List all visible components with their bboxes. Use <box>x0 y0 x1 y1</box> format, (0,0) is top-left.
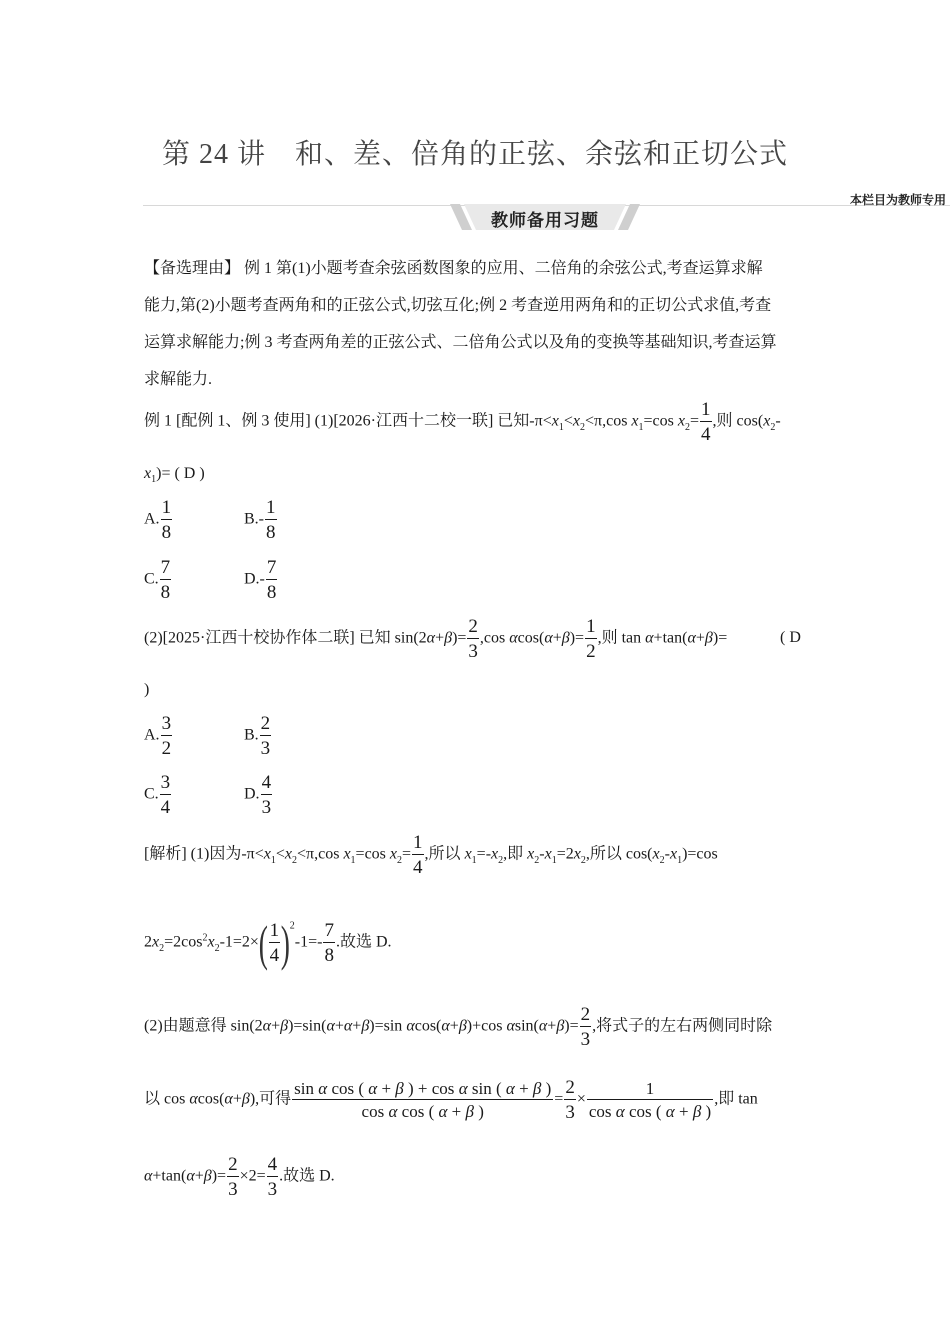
option-1C: C. $\frac{7}{8}$ <box>144 557 171 603</box>
example1-question2: (2)[2025·江西十校协作体二联] 已知 sin(2α+β)= $\frac{2}{3}$ ,cos αcos(α+β)= $\frac{1}{2}$ ,则 tan α+tan(α+β)= <box>144 616 728 662</box>
solution-line-4: 以 cos αcos(α+β),可得 $\frac{\text{sin α cos ( α + β ) + cos α sin ( α + β )}}{\text{cos α cos ( α + β )}}$ = $\frac{2}{3}$ × $\frac{1}{\text{cos α cos ( α + β )}}$ ,即 tan <box>144 1077 758 1123</box>
option-2C: C. $\frac{3}{4}$ <box>144 772 171 818</box>
reason-label: 【备选理由】 <box>144 260 241 277</box>
solution-line-5: α+tan(α+β)= $\frac{2}{3}$ ×2= $\frac{4}{3}$ .故选 D. <box>144 1154 335 1200</box>
answer-1: ( D ) <box>174 465 205 482</box>
option-2D: D. $\frac{4}{3}$ <box>244 772 272 818</box>
reason-line-1: 【备选理由】 例 1 第(1)小题考查余弦函数图象的应用、二倍角的余弦公式,考查运算求解 <box>144 260 763 277</box>
answer-2: ( D <box>780 629 801 646</box>
answer-2-close: ) <box>144 681 150 698</box>
page-title: 第 24 讲 和、差、倍角的正弦、余弦和正切公式 <box>161 139 788 170</box>
solution-line-2: $2x_2=2\cos^2x_2-1=2\times$( $\frac{1}{4}$ )$^2$-1=- $\frac{7}{8}$ .故选 D. <box>144 915 392 971</box>
teacher-only-note: 本栏目为教师专用 <box>849 193 946 207</box>
option-2A: A. $\frac{3}{2}$ <box>144 713 172 759</box>
option-1B: B.- $\frac{1}{8}$ <box>244 497 276 543</box>
example1-question1-cont: $x_1)=$ ( D ) <box>144 465 205 486</box>
fraction: $\frac{1}{4}$ <box>701 399 711 445</box>
option-1A: A. $\frac{1}{8}$ <box>144 497 172 543</box>
reason-line-4: 求解能力. <box>144 371 213 388</box>
solution-line-3: (2)由题意得 sin(2α+β)=sin(α+α+β)=sin αcos(α+β)+cos αsin(α+β)= $\frac{2}{3}$ ,将式子的左右两侧同时除 <box>144 1004 773 1050</box>
option-1D: D.- $\frac{7}{8}$ <box>244 557 277 603</box>
example1-question1: 例 1 [配例 1、例 3 使用] (1)[2026·江西十二校一联] 已知$-\pi<x_1<x_2<\pi,\cos$ $x_1=\cos$ $x_2=$ $\frac{1}{4}$ ,则 $\cos(x_2-$ <box>144 399 781 445</box>
option-2B: B. $\frac{2}{3}$ <box>244 713 271 759</box>
reason-line-3: 运算求解能力;例 3 考查两角差的正弦公式、二倍角公式以及角的变换等基础知识,考查运算 <box>144 334 777 351</box>
banner-title: 教师备用习题 <box>491 211 599 231</box>
section-banner <box>450 204 640 230</box>
reason-line-2: 能力,第(2)小题考查两角和的正弦公式,切弦互化;例 2 考查逆用两角和的正切公式求值,考查 <box>144 297 772 314</box>
solution-line-1: [解析] (1)因为$-\pi<x_1<x_2<\pi,\cos$ $x_1=\cos$ $x_2=$ $\frac{1}{4}$ ,所以 $x_1=-x_2$,即 $x_2-x_1=2x_2$,所以 $\cos(x_2-x_1)=\cos$ <box>144 832 718 878</box>
